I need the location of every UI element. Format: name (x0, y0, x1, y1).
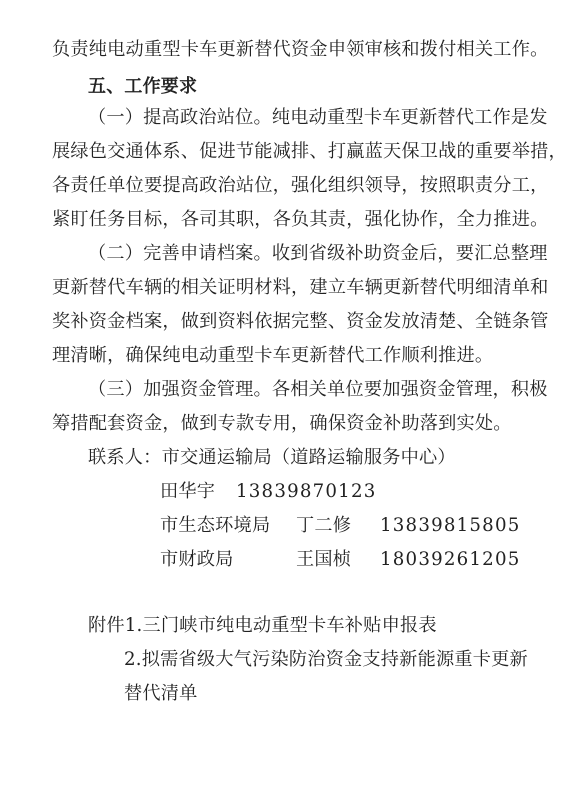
contact-person: 丁二修 (296, 515, 352, 536)
contact-org: 市生态环境局 (160, 515, 271, 536)
contact-person: 王国桢 (296, 549, 352, 570)
body-text-line: （二）完善申请档案。收到省级补助资金后，要汇总整理 (88, 243, 548, 264)
attachment-item: 附件1.三门峡市纯电动重型卡车补贴申报表 (88, 615, 437, 636)
body-text-line: 理清晰，确保纯电动重型卡车更新替代工作顺利推进。 (52, 345, 494, 366)
section-heading: 五、工作要求 (88, 76, 198, 97)
attachment-item: 2.拟需省级大气污染防治资金支持新能源重卡更新 (124, 649, 528, 670)
contact-person: 田华宇 (160, 481, 216, 502)
contact-phone: 18039261205 (380, 549, 521, 570)
body-text-line: 奖补资金档案，做到资料依据完整、资金发放清楚、全链条管 (52, 311, 549, 332)
body-text-line: 负责纯电动重型卡车更新替代资金申领审核和拨付相关工作。 (52, 39, 549, 60)
body-text-line: 紧盯任务目标，各司其职，各负其责，强化协作，全力推进。 (52, 209, 549, 230)
contact-row (160, 548, 521, 572)
contact-org: 市交通运输局（道路运输服务中心） (161, 447, 456, 468)
contact-label: 联系人： (88, 447, 162, 468)
contact-phone: 13839870123 (236, 481, 377, 502)
body-text-line: （一）提高政治站位。纯电动重型卡车更新替代工作是发 (88, 107, 548, 128)
attachment-item-continued: 替代清单 (124, 683, 198, 704)
body-text-line: 各责任单位要提高政治站位，强化组织领导，按照职责分工， (52, 175, 549, 196)
body-text-line: 筹措配套资金，做到专款专用，确保资金补助落到实处。 (52, 413, 512, 434)
body-text-line: 更新替代车辆的相关证明材料，建立车辆更新替代明细清单和 (52, 277, 549, 298)
contact-org: 市财政局 (160, 549, 234, 570)
contact-row (160, 514, 521, 538)
contact-row (160, 480, 377, 504)
body-text-line: （三）加强资金管理。各相关单位要加强资金管理，积极 (88, 379, 548, 400)
body-text-line: 展绿色交通体系、促进节能减排、打赢蓝天保卫战的重要举措， (52, 141, 567, 162)
contact-phone: 13839815805 (380, 515, 521, 536)
contact-header (88, 446, 456, 470)
